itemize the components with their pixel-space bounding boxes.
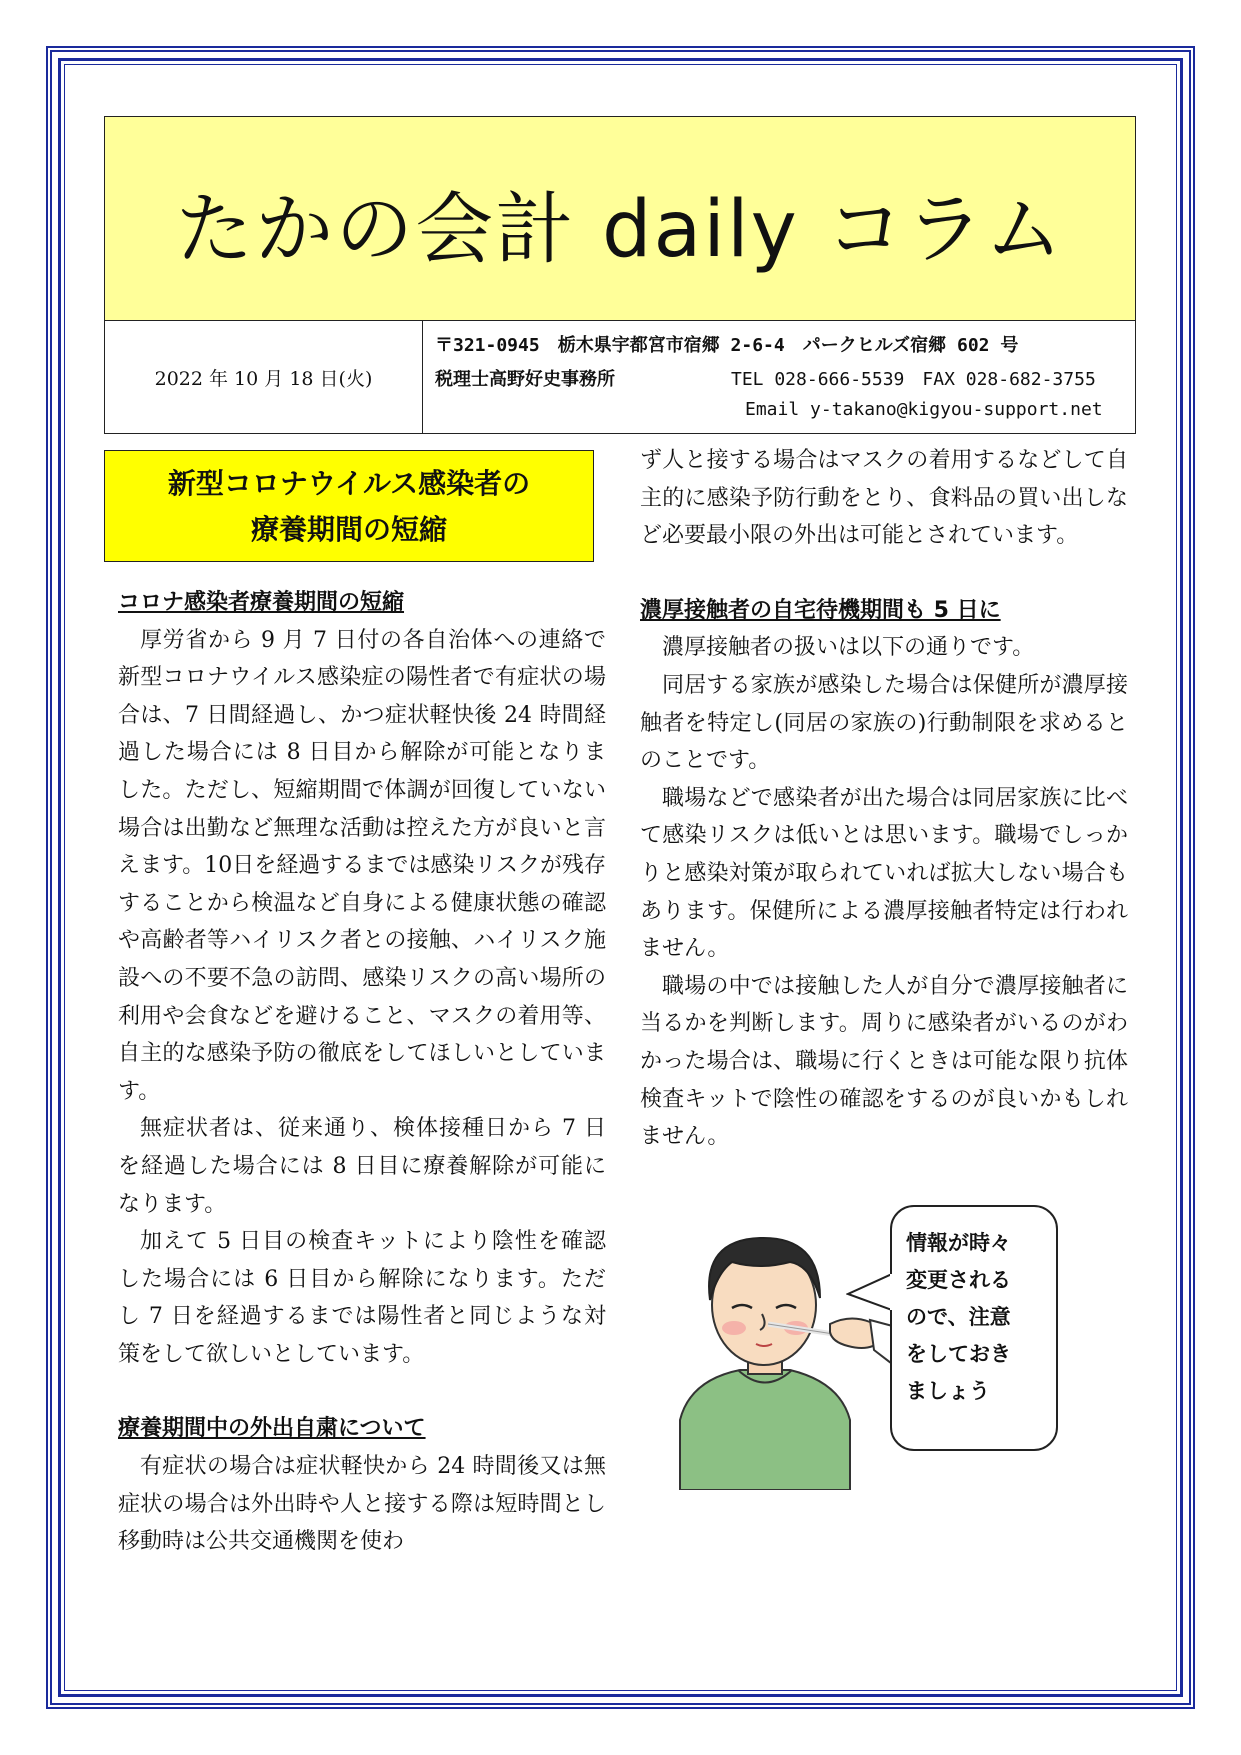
- shirt-icon: [680, 1370, 850, 1490]
- paragraph: 無症状者は、従来通り、検体接種日から 7 日を経過した場合には 8 日目に療養解除が可能になります。: [118, 1116, 606, 1217]
- paragraph: 濃厚接触者の扱いは以下の通りです。: [662, 635, 1035, 661]
- bubble-line-1: 情報が時々: [906, 1231, 1011, 1255]
- title-area: [105, 117, 1135, 321]
- page-title: たかの会計 daily コラム: [175, 184, 1065, 275]
- paragraph: 職場などで感染者が出た場合は同居家族に比べて感染リスクは低いとは思います。職場でしっかりと感染対策が取られていれば拡大しない場合もあります。保健所による濃厚接触者特定は行われません。: [640, 785, 1128, 962]
- headline-box: [104, 450, 594, 562]
- headline-line-1: 新型コロナウイルス感染者の: [167, 467, 531, 500]
- paragraph-continued: ず人と接する場合はマスクの着用するなどして自主的に感染予防行動をとり、食料品の買い出しなど必要最小限の外出は可能とされています。: [640, 448, 1128, 549]
- paragraph: 厚労省から 9 月 7 日付の各自治体への連絡で新型コロナウイルス感染症の陽性者で有症状の場合は、7 日間経過し、かつ症状軽快後 24 時間経過した場合には 8 日目から解除が可能となりました。ただし、短縮期間で体調が回復していない場合は出勤など無理な活動は控えた方が良いと言えます。10日を経過するまでは感染リスクが残存することから検温など自身による健康状態の確認や高齢者等ハイリスク者との接触、ハイリスク施設への不要不急の訪問、感染リスクの高い場所の利用や会食などを避けること、マスクの着用等、自主的な感染予防の徹底をしてほしいとしています。: [118, 627, 606, 1104]
- section-heading-1: コロナ感染者療養期間の短縮: [118, 590, 405, 615]
- bubble-text: [906, 1225, 1046, 1410]
- bubble-line-4: をしておき: [906, 1342, 1011, 1366]
- paragraph: 加えて 5 日目の検査キットにより陰性を確認した場合には 6 日目から解除になります。ただし 7 日を経過するまでは陽性者と同じような対策をして欲しいとしています。: [118, 1229, 606, 1367]
- bubble-line-2: 変更される: [906, 1268, 1011, 1292]
- speech-bubble-tail: [846, 1272, 896, 1312]
- antigen-test-illustration: [660, 1210, 900, 1490]
- right-column: [640, 442, 1128, 1156]
- address: 〒321-0945 栃木県宇都宮市宿郷 2-6-4 パークヒルズ宿郷 602 号: [435, 335, 1019, 356]
- tel-fax: TEL 028-666-5539 FAX 028-682-3755: [731, 369, 1096, 390]
- paragraph: 有症状の場合は症状軽快から 24 時間後又は無症状の場合は外出時や人と接する際は短時間とし移動時は公共交通機関を使わ: [118, 1454, 606, 1555]
- paragraph: 職場の中では接触した人が自分で濃厚接触者に当るかを判断します。周りに感染者がいるのがわかった場合は、職場に行くときは可能な限り抗体検査キットで陰性の確認をするのが良いかもしれません。: [640, 973, 1128, 1150]
- section-heading-2: 療養期間中の外出自粛について: [118, 1416, 426, 1442]
- bubble-line-3: ので、注意: [906, 1305, 1011, 1329]
- left-column: [118, 584, 606, 1561]
- office-name: 税理士高野好史事務所: [435, 369, 615, 390]
- email: Email y-takano@kigyou-support.net: [745, 399, 1103, 420]
- info-row: [105, 321, 1135, 434]
- header-box: [104, 116, 1136, 434]
- bubble-line-5: ましょう: [906, 1379, 990, 1403]
- contact-block: [435, 321, 1125, 434]
- paragraph: 同居する家族が感染した場合は保健所が濃厚接触者を特定し(同居の家族の)行動制限を求めるとのことです。: [640, 672, 1128, 774]
- section-heading-3: 濃厚接触者の自宅待機期間も 5 日に: [640, 597, 1001, 623]
- issue-date: 2022 年 10 月 18 日(火): [105, 321, 423, 434]
- headline-line-2: 療養期間の短縮: [250, 513, 447, 546]
